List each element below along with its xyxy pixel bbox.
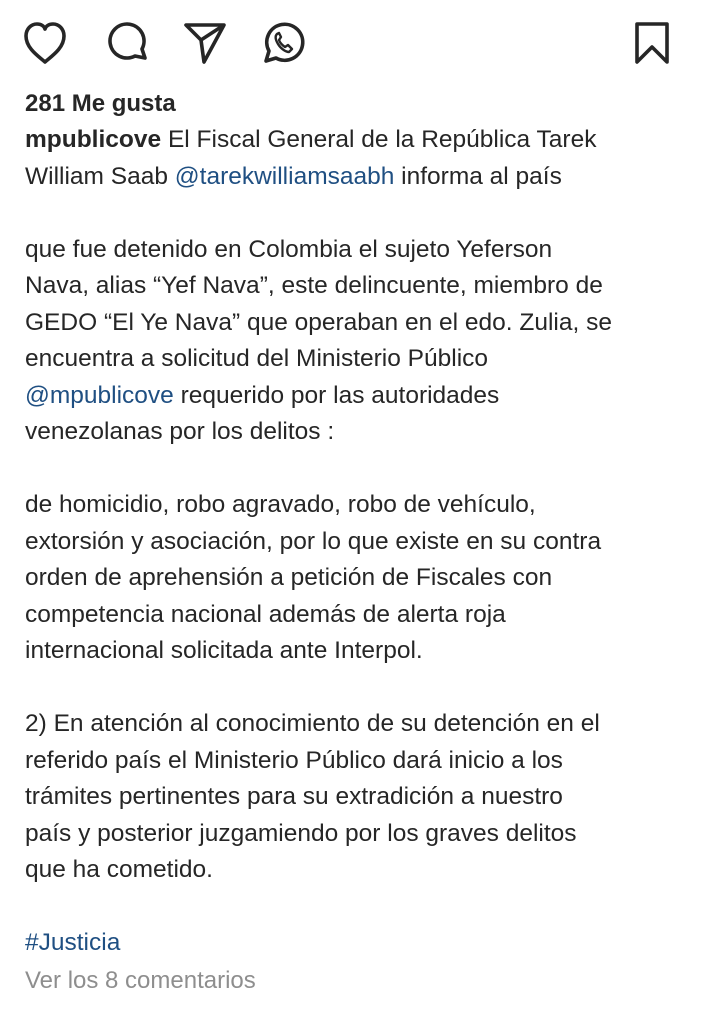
- caption-text: informa al país: [394, 162, 562, 190]
- paragraph-gap: [25, 670, 685, 707]
- bookmark-icon[interactable]: [627, 18, 677, 68]
- share-icon[interactable]: [180, 18, 230, 68]
- caption-line: encuentra a solicitud del Ministerio Público: [25, 345, 489, 372]
- caption-line: [25, 122, 685, 159]
- caption-line: competencia nacional además de alerta roja: [25, 600, 506, 628]
- caption-line: Nava, alias “Yef Nava”, este delincuente, miembro de: [25, 272, 603, 299]
- caption-text: William Saab: [25, 162, 175, 190]
- caption-line: referido país el Ministerio Público dará inicio a los: [25, 746, 563, 774]
- mention-link[interactable]: @tarekwilliamsaabh: [174, 162, 395, 190]
- view-comments-link[interactable]: Ver los 8 comentarios: [25, 967, 256, 994]
- paragraph-gap: [25, 195, 685, 232]
- caption-line: país y posterior juzgamiendo por los graves delitos: [25, 819, 577, 847]
- caption-line: internacional solicitada ante Interpol.: [25, 637, 423, 664]
- whatsapp-icon[interactable]: [258, 18, 308, 68]
- heart-icon[interactable]: [20, 18, 70, 68]
- post-caption: [25, 122, 685, 962]
- caption-text: El Fiscal General de la República Tarek: [161, 126, 597, 153]
- caption-line: orden de aprehensión a petición de Fiscales con: [25, 564, 553, 591]
- comment-icon[interactable]: [102, 18, 152, 68]
- caption-line: trámites pertinentes para su extradición a nuestro: [25, 783, 563, 810]
- caption-line: [25, 159, 685, 196]
- paragraph-gap: [25, 451, 685, 488]
- caption-line: extorsión y asociación, por lo que existe en su contra: [25, 527, 602, 555]
- caption-line: de homicidio, robo agravado, robo de vehículo,: [25, 491, 536, 518]
- caption-line: venezolanas por los delitos :: [25, 418, 335, 445]
- username[interactable]: mpublicove: [25, 126, 162, 153]
- caption-line: [25, 925, 685, 962]
- caption-line: GEDO “El Ye Nava” que operaban en el edo. Zulia, se: [25, 308, 612, 336]
- caption-text: requerido por las autoridades: [173, 381, 500, 409]
- post-action-bar: [0, 18, 701, 70]
- mention-link[interactable]: @mpublicove: [25, 381, 174, 409]
- caption-line: [25, 378, 685, 415]
- likes-count[interactable]: 281 Me gusta: [25, 90, 176, 117]
- caption-line: 2) En atención al conocimiento de su detención en el: [25, 710, 600, 737]
- caption-line: que fue detenido en Colombia el sujeto Yeferson: [25, 235, 553, 263]
- hashtag-link[interactable]: #Justicia: [25, 929, 121, 956]
- paragraph-gap: [25, 889, 685, 926]
- caption-line: que ha cometido.: [25, 856, 213, 883]
